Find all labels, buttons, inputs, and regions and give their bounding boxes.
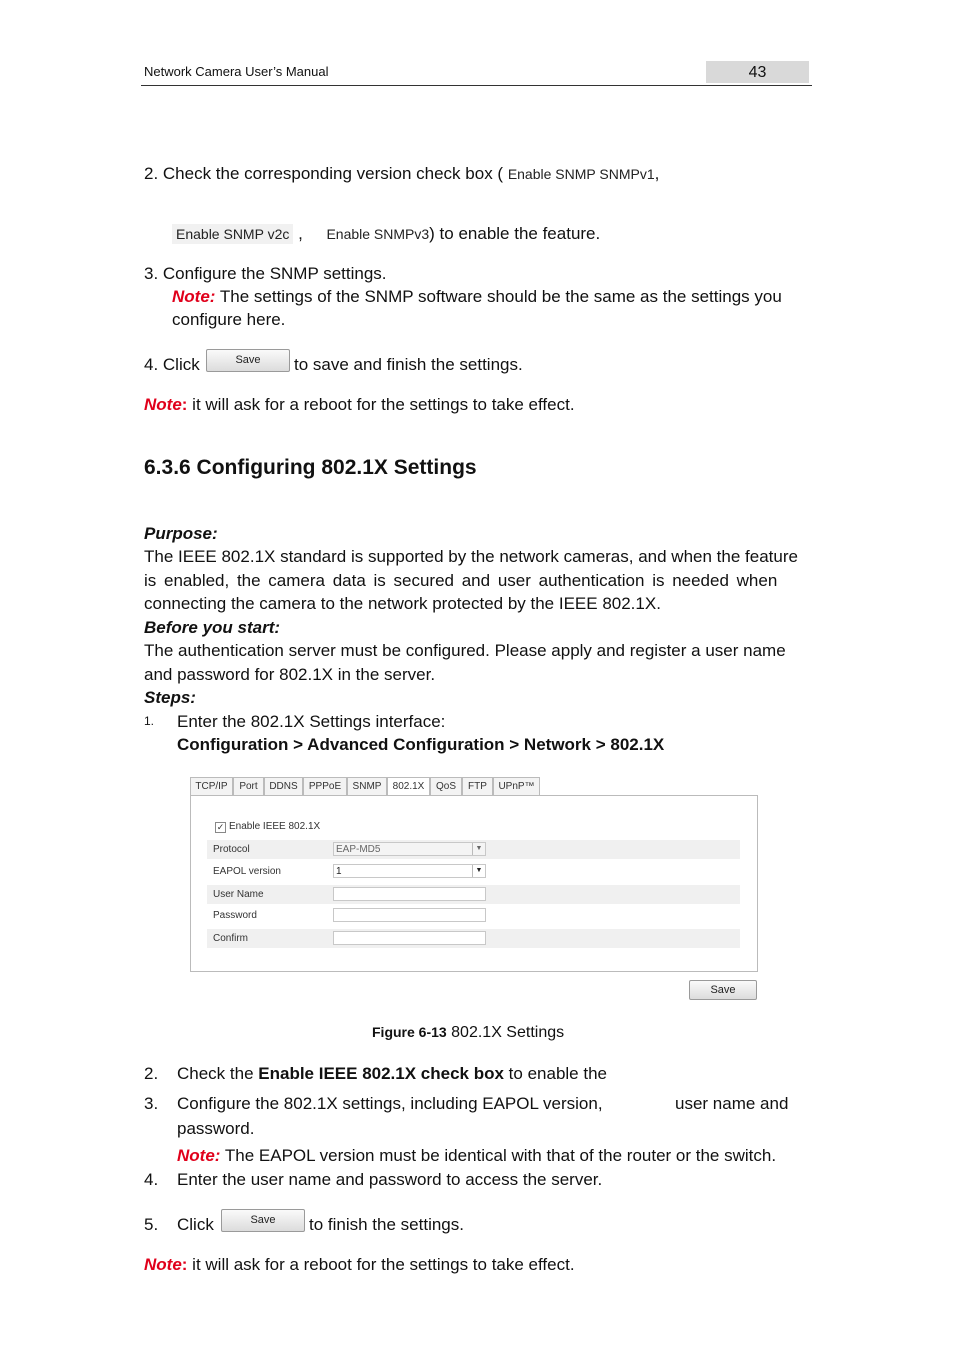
step3-number: 3. <box>144 1094 159 1113</box>
snmp-step2-end: ) to enable the feature. <box>429 224 601 243</box>
step2-text <box>177 1062 607 1085</box>
step4-text: Enter the user name and password to access the server. <box>177 1170 603 1189</box>
steps-label: Steps: <box>144 688 196 707</box>
step1-number: 1. <box>144 714 155 728</box>
enable-8021x-checkbox[interactable]: ✓ <box>216 822 225 832</box>
step3-note <box>177 1144 776 1167</box>
password-input[interactable] <box>333 908 486 922</box>
snmp-step2-cont <box>172 222 600 246</box>
header-rule <box>141 85 812 86</box>
protocol-select[interactable] <box>333 842 486 856</box>
before-line1: The authentication server must be configured. Please apply and register a user name <box>144 641 786 660</box>
tab-ftp[interactable]: FTP <box>462 777 493 795</box>
step4-number: 4. <box>144 1170 159 1189</box>
note-text: it will ask for a reboot for the settings to take effect. <box>187 1255 575 1274</box>
snmp-step2 <box>144 162 659 186</box>
note-text: The settings of the SNMP software should be the same as the settings you <box>215 287 782 306</box>
chevron-down-icon: ▼ <box>472 843 485 855</box>
user-name-label: User Name <box>213 889 264 900</box>
note-text: The EAPOL version must be identical with that of the router or the switch. <box>220 1146 777 1165</box>
eapol-version-row <box>207 862 740 881</box>
step3-line1b: user name and <box>675 1094 789 1113</box>
before-line2: and password for 802.1X in the server. <box>144 665 436 684</box>
tab-qos[interactable]: QoS <box>430 777 462 795</box>
tab-802-1x[interactable]: 802.1X <box>387 777 430 796</box>
figure-caption-label: Figure 6-13 <box>372 1024 447 1040</box>
eapol-version-value: 1 <box>336 866 342 877</box>
page-number: 43 <box>706 61 809 83</box>
step2-bold: Enable IEEE 802.1X check box <box>258 1064 504 1083</box>
snmp-step4-post: to save and finish the settings. <box>294 355 523 374</box>
user-name-row <box>207 885 740 904</box>
confirm-input[interactable] <box>333 931 486 945</box>
note-text: it will ask for a reboot for the settings to take effect. <box>187 395 575 414</box>
note-label: Note: <box>177 1146 221 1165</box>
comma: , <box>298 224 303 243</box>
step5-save-button[interactable]: Save <box>221 1209 305 1232</box>
snmp-step4-pre: 4. Click <box>144 355 200 374</box>
manual-title: Network Camera User’s Manual <box>144 64 329 79</box>
password-label: Password <box>213 910 257 921</box>
step3-line1: Configure the 802.1X settings, including EAPOL version, <box>177 1094 603 1113</box>
tab-pppoe[interactable]: PPPoE <box>303 777 347 795</box>
protocol-row <box>207 840 740 859</box>
step2-number: 2. <box>144 1064 159 1083</box>
snmpv3-checkbox-label: Enable SNMPv3 <box>326 226 430 242</box>
password-row <box>207 906 740 925</box>
note-label: Note: <box>172 287 216 306</box>
comma: , <box>654 164 660 183</box>
eapol-version-label: EAPOL version <box>213 866 281 877</box>
tab-tcp-ip[interactable]: TCP/IP <box>190 777 233 795</box>
snmp-step3: 3. Configure the SNMP settings. <box>144 264 387 283</box>
eapol-version-select[interactable] <box>333 864 486 878</box>
confirm-row <box>207 929 740 948</box>
step5-number: 5. <box>144 1215 159 1234</box>
purpose-line2: is enabled, the camera data is secured and user authentication is needed when <box>144 571 778 590</box>
step2-post: to enable the <box>503 1064 607 1083</box>
chevron-down-icon: ▼ <box>472 865 485 877</box>
snmp-step3-note-cont: configure here. <box>172 310 286 329</box>
purpose-label: Purpose: <box>144 524 218 543</box>
note-label: Note <box>144 1255 182 1274</box>
snmpv1-checkbox-label: Enable SNMP SNMPv1 <box>507 166 655 182</box>
purpose-line3: connecting the camera to the network protected by the IEEE 802.1X. <box>144 594 661 613</box>
save-button[interactable]: Save <box>206 349 290 372</box>
note-colon: : <box>181 1255 188 1274</box>
snmpv2c-checkbox-label: Enable SNMP v2c <box>172 224 293 244</box>
note-label: Note <box>144 395 182 414</box>
step2-pre: Check the <box>177 1064 259 1083</box>
step1-path: Configuration > Advanced Configuration > Network > 802.1X <box>177 735 665 754</box>
tab-snmp[interactable]: SNMP <box>347 777 387 795</box>
panel-save-button[interactable]: Save <box>689 980 757 1000</box>
snmp-step3-note <box>172 285 782 308</box>
note-colon: : <box>181 395 188 414</box>
step3-line2: password. <box>177 1119 255 1138</box>
section-heading: 6.3.6 Configuring 802.1X Settings <box>144 456 477 479</box>
before-label: Before you start: <box>144 618 281 637</box>
protocol-value: EAP-MD5 <box>336 844 381 855</box>
tab-upnp[interactable]: UPnP™ <box>493 777 540 795</box>
protocol-label: Protocol <box>213 844 250 855</box>
enable-8021x-label: Enable IEEE 802.1X <box>229 821 321 832</box>
confirm-label: Confirm <box>213 933 249 944</box>
snmp-step2-text: 2. Check the corresponding version check box ( <box>144 164 504 183</box>
snmp-reboot-note <box>144 393 575 416</box>
figure-caption-text: 802.1X Settings <box>446 1024 565 1041</box>
step5-post: to finish the settings. <box>309 1215 464 1234</box>
step5-pre: Click <box>177 1215 214 1234</box>
tab-port[interactable]: Port <box>233 777 264 795</box>
tab-ddns[interactable]: DDNS <box>264 777 303 795</box>
step1-text: Enter the 802.1X Settings interface: <box>177 712 446 731</box>
user-name-input[interactable] <box>333 887 486 901</box>
final-reboot-note <box>144 1253 575 1276</box>
figure-caption <box>372 1024 564 1042</box>
purpose-line1: The IEEE 802.1X standard is supported by the network cameras, and when the feature <box>144 547 798 566</box>
